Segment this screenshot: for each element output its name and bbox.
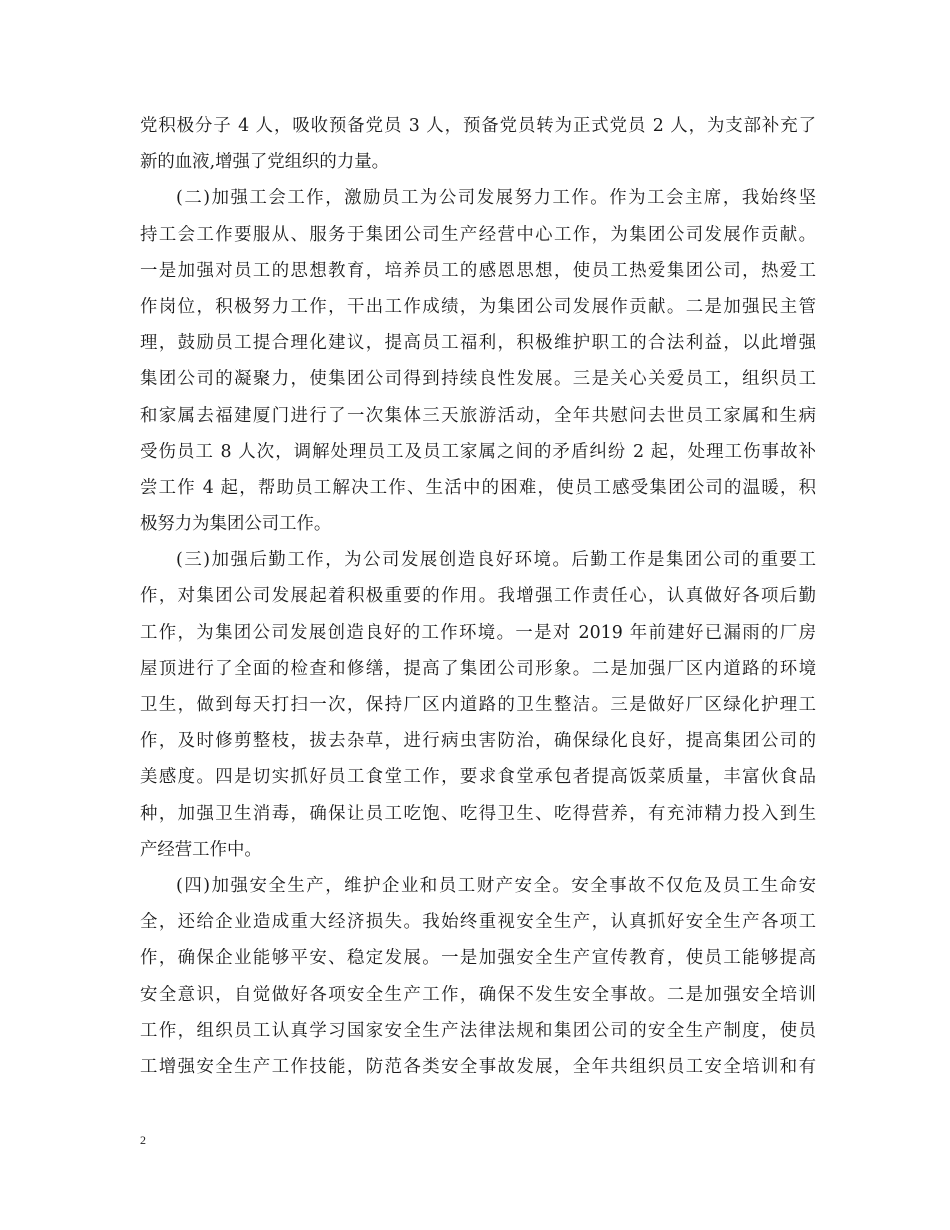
text-line: 工增强安全生产工作技能，防范各类安全事故发展，全年共组织员工安全培训和有	[140, 1056, 816, 1077]
text-line: 和家属去福建厦门进行了一次集体三天旅游活动，全年共慰问去世员工家属和生病	[140, 405, 816, 426]
text-line: 作，及时修剪整枝，拔去杂草，进行病虫害防治，确保绿化良好，提高集团公司的	[140, 731, 816, 752]
paragraph-2	[140, 180, 816, 542]
text-line: 作岗位，积极努力工作，干出工作成绩，为集团公司发展作贡献。二是加强民主管	[140, 296, 816, 317]
text-line: 产经营工作中。	[140, 839, 262, 860]
text-line: 受伤员工 8 人次，调解处理员工及员工家属之间的矛盾纠纷 2 起，处理工伤事故补	[140, 441, 816, 462]
paragraph-1	[140, 108, 816, 180]
text-line: (四)加强安全生产，维护企业和员工财产安全。安全事故不仅危及员工生命安	[176, 875, 816, 896]
text-line: 作，确保企业能够平安、稳定发展。一是加强安全生产宣传教育，使员工能够提高	[140, 948, 816, 969]
text-line: 工作，为集团公司发展创造良好的工作环境。一是对 2019 年前建好已漏雨的厂房	[140, 622, 816, 643]
text-line: 种，加强卫生消毒，确保让员工吃饱、吃得卫生、吃得营养，有充沛精力投入到生	[140, 803, 816, 824]
text-line: 新的血液,增强了党组织的力量。	[140, 152, 389, 173]
text-line: 理，鼓励员工提合理化建议，提高员工福利，积极维护职工的合法利益，以此增强	[140, 333, 816, 354]
paragraph-4	[140, 868, 816, 1085]
text-line: 一是加强对员工的思想教育，培养员工的感恩思想，使员工热爱集团公司，热爱工	[140, 260, 816, 281]
text-line: (二)加强工会工作，激励员工为公司发展努力工作。作为工会主席，我始终坚	[176, 188, 816, 209]
body-text	[140, 108, 816, 1085]
text-line: 极努力为集团公司工作。	[140, 514, 332, 535]
text-line: 持工会工作要服从、服务于集团公司生产经营中心工作，为集团公司发展作贡献。	[140, 224, 816, 245]
page-number: 2	[140, 1133, 146, 1147]
paragraph-3	[140, 542, 816, 868]
text-line: 美感度。四是切实抓好员工食堂工作，要求食堂承包者提高饭菜质量，丰富伙食品	[140, 767, 816, 788]
text-line: 尝工作 4 起，帮助员工解决工作、生活中的困难，使员工感受集团公司的温暖，积	[140, 477, 816, 498]
text-line: 工作，组织员工认真学习国家安全生产法律法规和集团公司的安全生产制度，使员	[140, 1020, 816, 1041]
text-line: 集团公司的凝聚力，使集团公司得到持续良性发展。三是关心关爱员工，组织员工	[140, 369, 816, 390]
text-line: 卫生，做到每天打扫一次，保持厂区内道路的卫生整洁。三是做好厂区绿化护理工	[140, 695, 816, 715]
text-line: 安全意识，自觉做好各项安全生产工作，确保不发生安全事故。二是加强安全培训	[140, 984, 816, 1005]
text-line: 党积极分子 4 人，吸收预备党员 3 人，预备党员转为正式党员 2 人，为支部补充了	[140, 116, 816, 136]
text-line: 全，还给企业造成重大经济损失。我始终重视安全生产，认真抓好安全生产各项工	[140, 912, 816, 933]
text-line: 作，对集团公司发展起着积极重要的作用。我增强工作责任心，认真做好各项后勤	[140, 586, 816, 607]
text-line: 屋顶进行了全面的检查和修缮，提高了集团公司形象。二是加强厂区内道路的环境	[140, 658, 816, 679]
text-line: (三)加强后勤工作，为公司发展创造良好环境。后勤工作是集团公司的重要工	[176, 550, 816, 571]
